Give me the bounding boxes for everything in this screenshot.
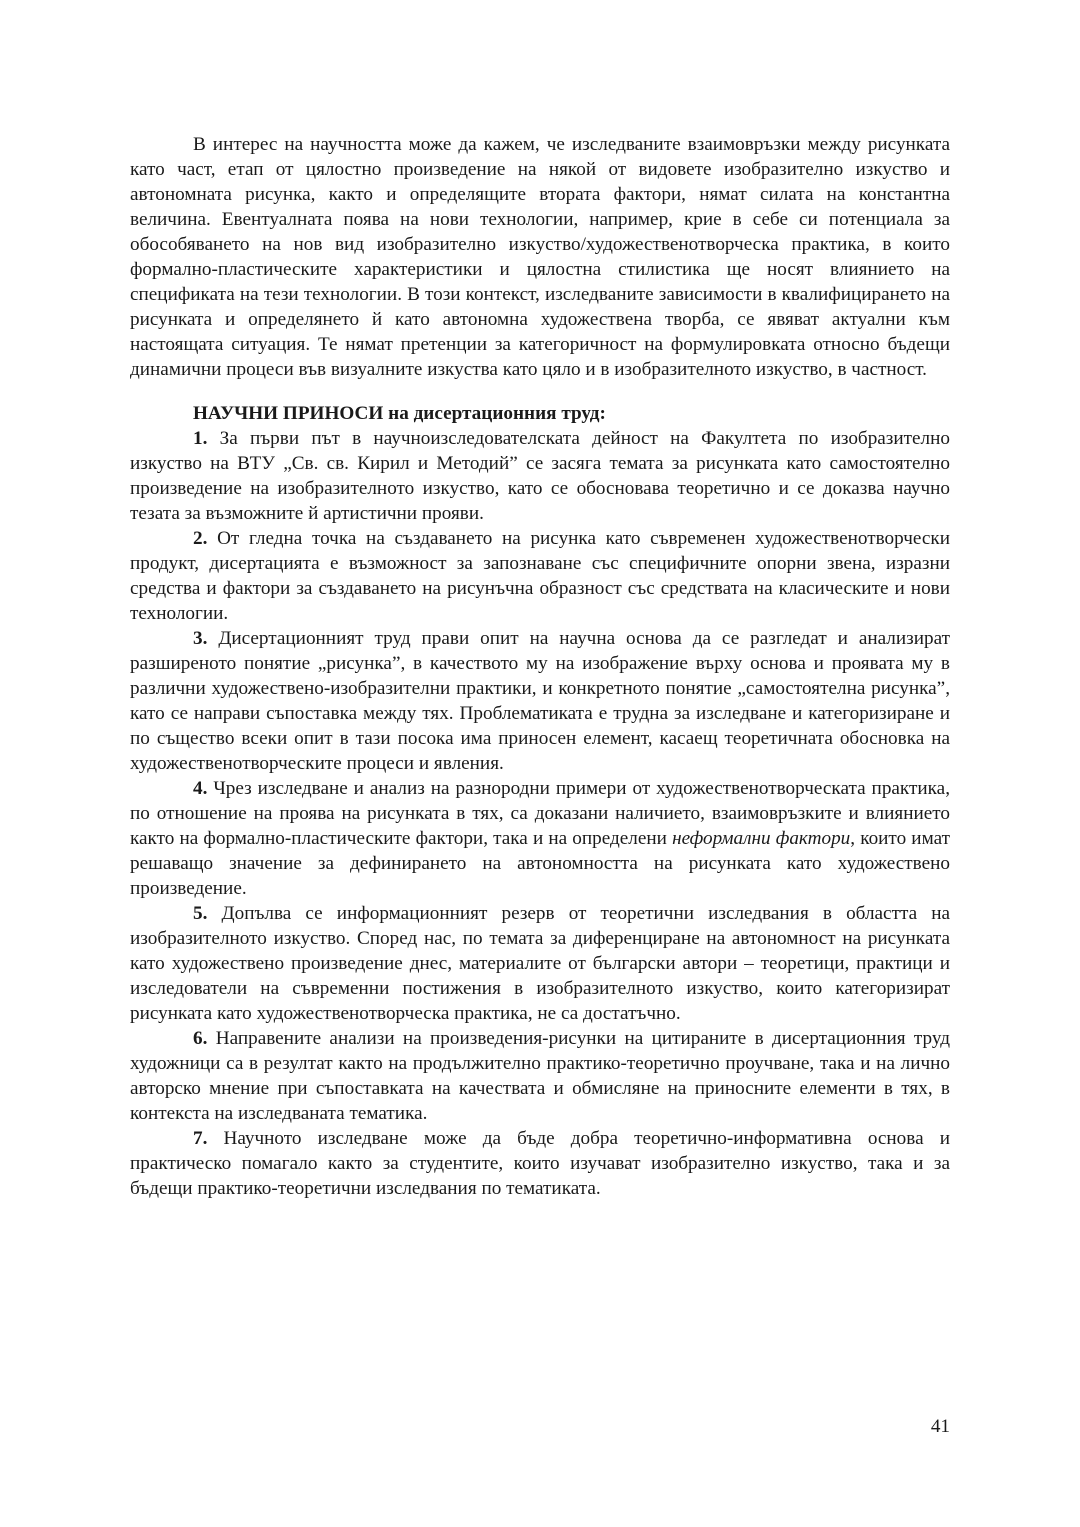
contribution-number: 2. bbox=[193, 528, 208, 549]
contribution-text: Научното изследване може да бъде добра теоретично-информативна основа и практическо помагало както за студентите, които изучават изобразително изкуство, така и за бъдещи практико-теоретични изследвания по тематиката. bbox=[130, 1128, 950, 1199]
contribution-number: 7. bbox=[193, 1128, 208, 1149]
contribution-italic-text: неформални фактори bbox=[672, 828, 851, 849]
document-page bbox=[130, 132, 950, 1201]
contribution-number: 1. bbox=[193, 428, 208, 449]
contribution-text: Чрез изследване и анализ на разнородни примери от художественотворческата практика, по отношение на проява на рисунката в тях, са доказани наличието, взаимовръзките и влиянието както на формално-пластическите фактори, така и на определени bbox=[130, 778, 950, 849]
contribution-2 bbox=[130, 526, 950, 626]
contribution-text: Допълва се информационният резерв от теоретични изследвания в областта на изобразителното изкуство. Според нас, по темата за диференциране на автономност на рисунката като художествено произведение днес, материалите от български автори – теоретици, практици и изследователи на съвременни постижения в изобразителното изкуство, които категоризират рисунката като художественотворческа практика, не са достатъчно. bbox=[130, 903, 950, 1024]
intro-paragraph: В интерес на научността може да кажем, че изследваните взаимовръзки между рисунката като част, етап от цялостно произведение на някой от видовете изобразително изкуство и автономната рисунка, както и определящите втората фактори, нямат силата на константна величина. Евентуалната поява на нови технологии, например, крие в себе си потенциала за обособяването на нов вид изобразително изкуство/художественотворческа практика, в които формално-пластическите характеристики и цялостна стилистика ще носят влиянието на спецификата на тези технологии. В този контекст, изследваните зависимости в квалифицирането на рисунката и определянето й като автономна художествена творба, се явяват актуални към настоящата ситуация. Те нямат претенции за категоричност на формулировката относно бъдещи динамични процеси във визуалните изкуства като цяло и в изобразителното изкуство, в частност. bbox=[130, 134, 950, 380]
contributions-heading: НАУЧНИ ПРИНОСИ на дисертационния труд: bbox=[193, 403, 606, 424]
contribution-text: За първи път в научноизследователската дейност на Факултета по изобразително изкуство на ВТУ „Св. св. Кирил и Методий” се засяга темата за рисунката като самостоятелно произведение на изобразителното изкуство, като се обосновава теоретично и се доказва научно тезата за възможните й артистични прояви. bbox=[130, 428, 950, 524]
contribution-number: 3. bbox=[193, 628, 208, 649]
contribution-1 bbox=[130, 426, 950, 526]
contribution-7 bbox=[130, 1126, 950, 1201]
contribution-4 bbox=[130, 776, 950, 901]
page-number: 41 bbox=[930, 1416, 950, 1437]
contribution-number: 4. bbox=[193, 778, 208, 799]
contribution-number: 5. bbox=[193, 903, 208, 924]
contribution-5 bbox=[130, 901, 950, 1026]
contribution-6 bbox=[130, 1026, 950, 1126]
contribution-3 bbox=[130, 626, 950, 776]
contribution-number: 6. bbox=[193, 1028, 208, 1049]
contribution-text: Направените анализи на произведения-рисунки на цитираните в дисертационния труд художници са в резултат както на продължително практико-теоретично проучване, така и на лично авторско мнение при съпоставката на качествата и обмисляне на приносните елементи в тях, в контекста на изследваната тематика. bbox=[130, 1028, 950, 1124]
contribution-text: От гледна точка на създаването на рисунка като съвременен художественотворчески продукт, дисертацията е възможност за запознаване със специфичните опорни звена, изразни средства и фактори за създаването на рисунъчна образност със средствата на класическите и нови технологии. bbox=[130, 528, 950, 624]
contribution-text-end: , които имат решаващо значение за дефинирането на автономността на рисунката като художествено произведение. bbox=[130, 828, 950, 899]
contribution-text: Дисертационният труд прави опит на научна основа да се разгледат и анализират разширеното понятие „рисунка”, в качеството му на изображение върху основа и проявата му в различни художествено-изобразителни практики, и конкретното понятие „самостоятелна рисунка”, като се направи съпоставка между тях. Проблематиката е трудна за изследване и категоризиране и по същество всеки опит в тази посока има приносен елемент, касаещ теоретичната обосновка на художественотворческите процеси и явления. bbox=[130, 628, 950, 774]
